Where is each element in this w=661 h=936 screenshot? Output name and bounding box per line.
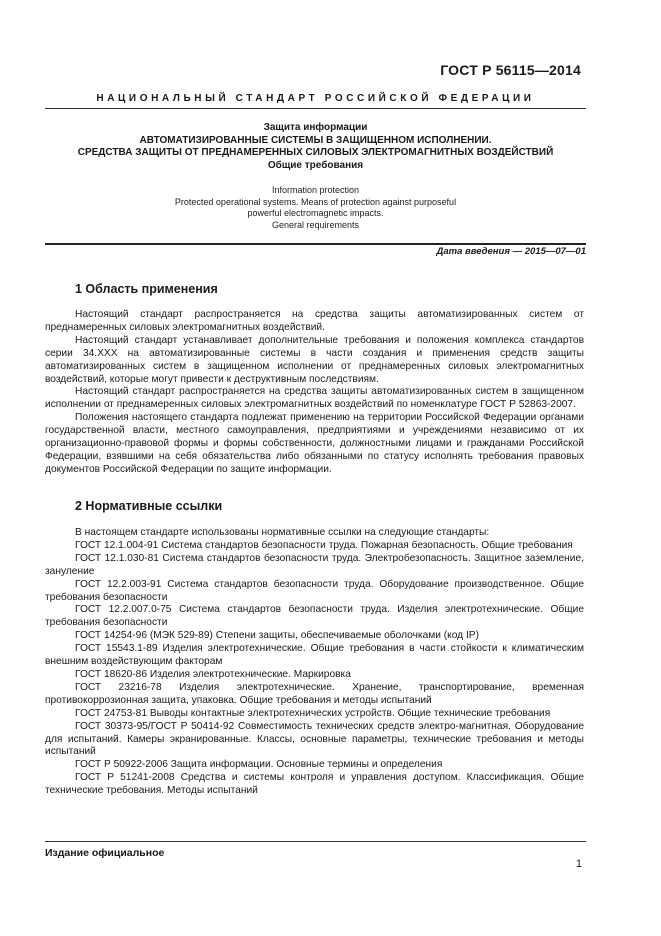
reference-item: ГОСТ Р 51241-2008 Средства и системы контроля и управления доступом. Классификация. Общие технические требования. Методы испытаний — [45, 772, 584, 797]
reference-item: ГОСТ Р 50922-2006 Защита информации. Основные термины и определения — [75, 759, 443, 771]
reference-item: ГОСТ 12.1.004-91 Система стандартов безопасности труда. Пожарная безопасность. Общие требования — [75, 539, 573, 551]
footer-divider — [45, 841, 586, 842]
section-2-heading: 2 Нормативные ссылки — [75, 499, 223, 513]
reference-item: ГОСТ 12.2.007.0-75 Система стандартов безопасности труда. Изделия электротехнические. Общие требования безопасности — [45, 604, 584, 629]
paragraph: Настоящий стандарт устанавливает дополнительные требования и положения комплекса стандартов серии 34.ХХХ на автоматизированные системы в части создания и применения средств защиты автоматизированных систем в защищенном исполнении от преднамеренных силовых электромагнитных воздействий, которые могут привести к деструктивным последствиям. — [45, 334, 584, 385]
reference-item: ГОСТ 18620-86 Изделия электротехнические. Маркировка — [75, 668, 351, 680]
paragraph: Настоящий стандарт распространяется на средства защиты автоматизированных систем от преднамеренных силовых электромагнитных воздействий. — [45, 309, 584, 333]
reference-item: ГОСТ 14254-96 (МЭК 529-89) Степени защиты, обеспечиваемые оболочками (код IP) — [75, 630, 479, 642]
section-2-body — [45, 527, 584, 798]
title-line: Защита информации — [263, 122, 368, 133]
paragraph: В настоящем стандарте использованы нормативные ссылки на следующие стандарты: — [75, 527, 490, 538]
official-edition-label: Издание официальное — [45, 847, 165, 859]
section-1-heading: 1 Область применения — [75, 282, 218, 296]
reference-item: ГОСТ 23216-78 Изделия электротехнические. Хранение, транспортирование, временная противокоррозионная защита, упаковка. Общие требования и методы испытаний — [45, 681, 584, 706]
reference-item: ГОСТ 15543.1-89 Изделия электротехнические. Общие требования в части стойкости к климатическим внешним воздействующим факторам — [45, 643, 584, 668]
reference-item: ГОСТ 30373-95/ГОСТ Р 50414-92 Совместимость технических средств электро-магнитная. Оборудование для испытаний. Камеры экранированные. Классы, основные параметры, технические требования и методы испытаний — [45, 720, 584, 758]
title-line: Общие требования — [267, 159, 364, 171]
english-title — [45, 185, 586, 231]
english-title-line: powerful electromagnetic impacts. — [247, 208, 384, 218]
document-number: ГОСТ Р 56115—2014 — [440, 62, 581, 78]
english-title-line: Information protection — [271, 185, 360, 195]
intro-date-divider — [45, 243, 586, 245]
national-standard-header: НАЦИОНАЛЬНЫЙ СТАНДАРТ РОССИЙСКОЙ ФЕДЕРАЦИИ — [96, 93, 535, 104]
introduction-date: Дата введения — 2015—07—01 — [436, 246, 586, 257]
paragraph: Положения настоящего стандарта подлежат применению на территории Российской Федерации органами государственной власти, местного самоуправления, предприятиями и учреждениями независимо от их организационно-правовой формы и формы собственности, должностными лицами и гражданами Российской Федерации, взявшими на себя обязательства либо обязанными по статусу исполнять требования правовых документов Российской Федерации по защите информации. — [45, 412, 584, 475]
english-title-line: General requirements — [271, 219, 360, 230]
english-title-line: Protected operational systems. Means of protection against purposeful — [174, 196, 457, 207]
section-1-body — [45, 309, 584, 477]
reference-item: ГОСТ 12.2.003-91 Система стандартов безопасности труда. Оборудование производственное. Общие требования безопасности — [45, 578, 584, 603]
page-number: 1 — [575, 858, 582, 870]
paragraph: Настоящий стандарт распространяется на средства защиты автоматизированных систем в защищенном исполнении от преднамеренных силовых электромагнитных воздействий по номенклатуре ГОСТ Р 52863-2007. — [45, 386, 584, 411]
document-title — [45, 122, 586, 172]
title-line: СРЕДСТВА ЗАЩИТЫ ОТ ПРЕДНАМЕРЕННЫХ СИЛОВЫХ ЭЛЕКТРОМАГНИТНЫХ ВОЗДЕЙСТВИЙ — [77, 147, 554, 158]
reference-item: ГОСТ 12.1.030-81 Система стандартов безопасности труда. Электробезопасность. Защитное заземление, зануление — [45, 552, 584, 577]
reference-item: ГОСТ 24753-81 Выводы контактные электротехнических устройств. Общие технические требования — [75, 707, 551, 719]
title-line: АВТОМАТИЗИРОВАННЫЕ СИСТЕМЫ В ЗАЩИЩЕННОМ ИСПОЛНЕНИИ. — [139, 134, 492, 146]
header-divider — [45, 108, 586, 109]
